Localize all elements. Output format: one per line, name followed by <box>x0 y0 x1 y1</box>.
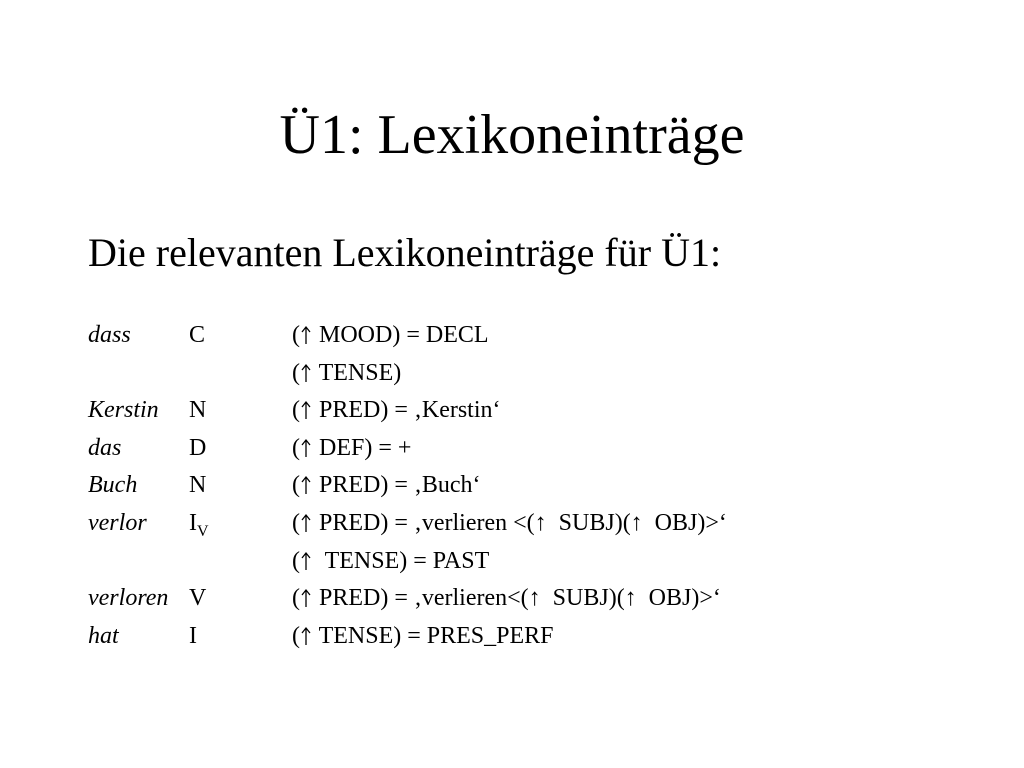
entry-word: hat <box>88 622 119 649</box>
up-arrow-icon <box>300 551 312 571</box>
lexicon-entry <box>88 317 968 392</box>
entry-word: Kerstin <box>88 397 159 424</box>
entry-category-label: V <box>189 585 207 612</box>
up-arrow-icon <box>300 475 312 495</box>
equation-body: MOOD) = DECL <box>313 322 489 348</box>
equation-body: PRED) = ‚verlieren<(↑ SUBJ)(↑ OBJ)>‘ <box>313 585 721 612</box>
f-structure-equation <box>292 618 553 656</box>
equation-body: TENSE) = PAST <box>313 547 490 574</box>
lexicon-entry <box>88 505 968 580</box>
entry-category-label: I <box>189 622 197 649</box>
lexicon-entry <box>88 618 968 656</box>
f-structure-equation <box>292 467 481 505</box>
equation-open-paren: ( <box>292 509 300 536</box>
entry-word: dass <box>88 322 131 348</box>
lexicon-entry <box>88 580 968 618</box>
equation-open-paren: ( <box>292 434 300 461</box>
up-arrow-icon <box>300 588 312 608</box>
equation-open-paren: ( <box>292 397 300 424</box>
equation-body: TENSE) <box>313 359 402 386</box>
equation-open-paren: ( <box>292 585 300 612</box>
slide-subtitle: Die relevanten Lexikoneinträge für Ü1: <box>88 230 722 275</box>
lexicon-entry <box>88 430 968 468</box>
entry-category-label: I <box>189 509 197 536</box>
entry-equations <box>292 392 501 430</box>
entry-category-label: D <box>189 434 207 461</box>
entry-equations <box>292 505 727 580</box>
f-structure-equation <box>292 355 489 393</box>
entry-category <box>189 392 206 430</box>
entry-category-label: C <box>189 322 206 348</box>
entry-category <box>189 505 209 543</box>
f-structure-equation <box>292 430 411 468</box>
f-structure-equation <box>292 580 721 618</box>
entry-category-label: N <box>189 472 207 499</box>
equation-body: DEF) = + <box>313 434 412 461</box>
entry-equations <box>292 430 411 468</box>
f-structure-equation <box>292 317 489 355</box>
equation-body: TENSE) = PRES_PERF <box>313 622 554 649</box>
f-structure-equation <box>292 543 727 581</box>
entry-category-label: N <box>189 397 207 424</box>
f-structure-equation <box>292 505 727 543</box>
equation-body: PRED) = ‚verlieren <(↑ SUBJ)(↑ OBJ)>‘ <box>313 509 727 536</box>
equation-open-paren: ( <box>292 472 300 499</box>
equation-open-paren: ( <box>292 359 300 386</box>
entry-word: verloren <box>88 585 169 612</box>
entry-equations <box>292 580 721 618</box>
equation-open-paren: ( <box>292 622 300 649</box>
entry-category <box>189 467 206 505</box>
up-arrow-icon <box>300 325 312 345</box>
entry-equations <box>292 467 481 505</box>
equation-open-paren: ( <box>292 547 300 574</box>
f-structure-equation <box>292 392 501 430</box>
up-arrow-icon <box>300 513 312 533</box>
entry-word: das <box>88 434 122 461</box>
up-arrow-icon <box>300 400 312 420</box>
equation-body: PRED) = ‚Kerstin‘ <box>313 397 501 424</box>
entry-category <box>189 618 197 656</box>
up-arrow-icon <box>300 363 312 383</box>
entry-category <box>189 430 206 468</box>
entry-equations <box>292 317 489 392</box>
entry-word: verlor <box>88 509 147 536</box>
up-arrow-icon <box>300 438 312 458</box>
entry-category <box>189 317 205 355</box>
slide-title: Ü1: Lexikoneinträge <box>279 104 745 166</box>
lexicon-entry <box>88 392 968 430</box>
up-arrow-icon <box>300 626 312 646</box>
entry-category <box>189 580 206 618</box>
lexicon-entry-list <box>88 317 968 655</box>
lexicon-entry <box>88 467 968 505</box>
equation-body: PRED) = ‚Buch‘ <box>313 472 481 499</box>
entry-equations <box>292 618 553 656</box>
entry-word: Buch <box>88 472 138 499</box>
entry-category-subscript: V <box>197 522 209 540</box>
equation-open-paren: ( <box>292 322 300 348</box>
